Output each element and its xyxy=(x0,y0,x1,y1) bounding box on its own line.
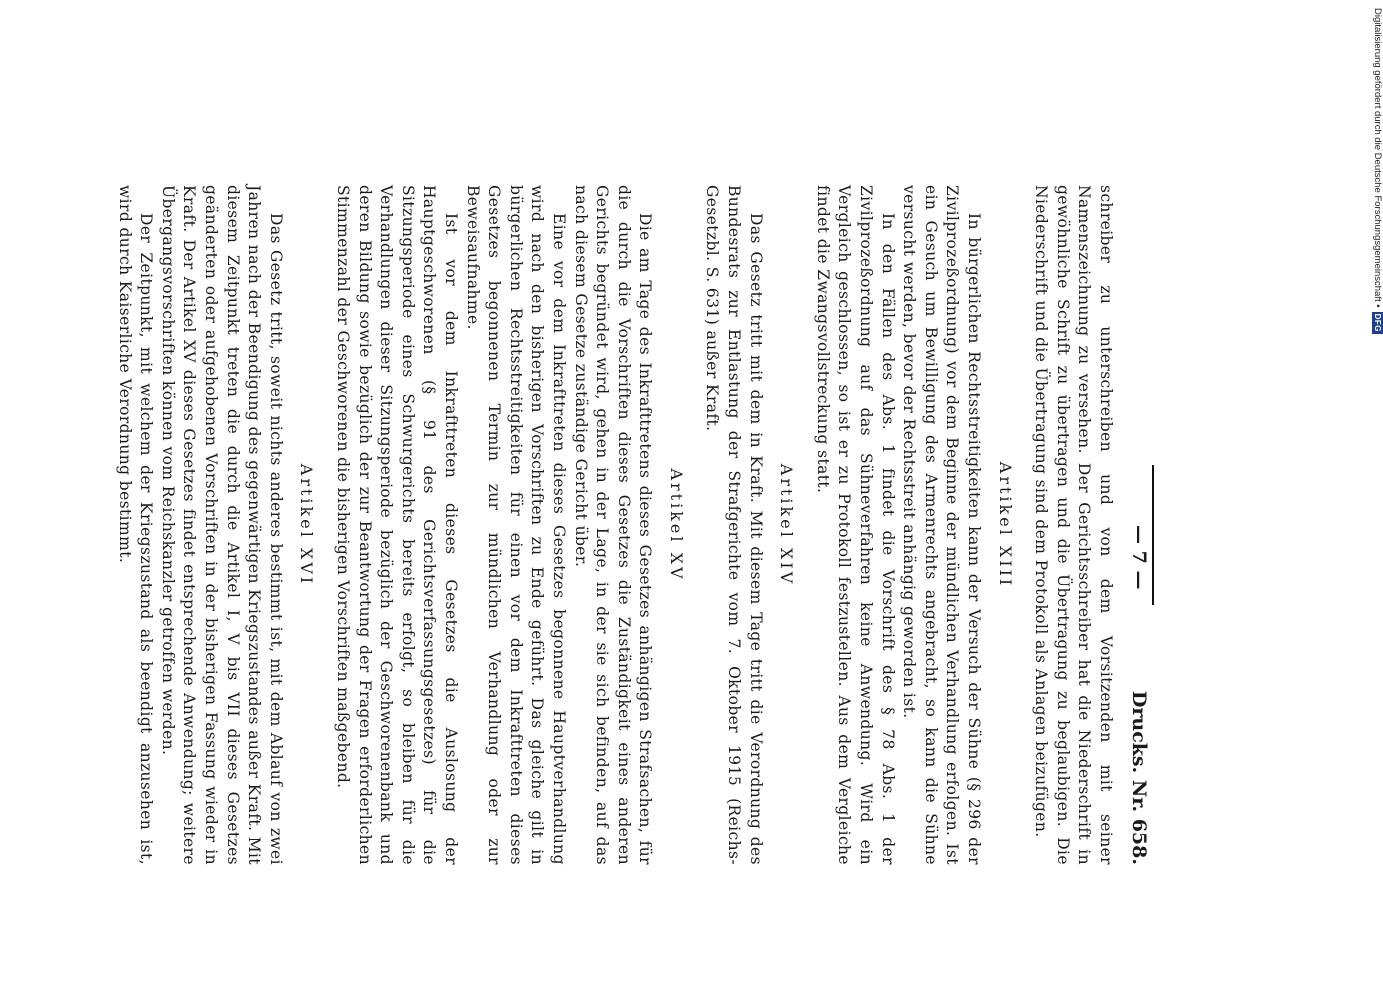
page-number: — 7 — xyxy=(1128,525,1150,590)
article-15-heading: Artikel XV xyxy=(666,468,686,582)
funding-note: Digitalisierung gefördert durch die Deutsche Forschungsgemeinschaft • xyxy=(1372,8,1383,308)
document-reference: Drucks. Nr. 658. xyxy=(1128,690,1150,865)
article-14-heading: Artikel XIV xyxy=(777,463,797,587)
article-16-paragraph-1: Das Gesetz tritt, soweit nichts anderes bestimmt ist, mit dem Ablauf von zwei Jahren nach der Beendigung des gegenwärtigen Kriegszustandes außer Kraft. Mit diesem Zeitpunkt treten die durch die Artikel I, V bis VII dieses Gesetzes geänderten oder aufgehobenen Vorschriften in der bisherigen Fassung wieder in Kraft. Der Artikel XV dieses Gesetzes findet entsprechende Anwendung; weitere Übergangsvorschriften können vom Reichskanzler getroffen werden. xyxy=(158,185,285,865)
page-header xyxy=(1116,185,1150,865)
funding-sidenote-text-wrapper xyxy=(1372,8,1383,393)
article-13-heading: Artikel XIII xyxy=(995,461,1015,589)
article-15-paragraph-2: Eine vor dem Inkrafttreten dieses Gesetzes begonnene Hauptverhandlung wird nach den bisherigen Vorschriften zu Ende geführt. Das gleiche gilt in bürgerlichen Rechtsstreitigkeiten für einen vor dem Inkrafttreten dieses Gesetzes begonnenen Termin zur mündlichen Verhandlung oder zur Beweisaufnahme. xyxy=(463,185,568,865)
paragraph-intro: schreiber zu unterschreiben und von dem Vorsitzenden mit seiner Namenszeichnung zu versehen. Der Gerichtsschreiber hat die Niederschrift in gewöhnliche Schrift zu übertragen und die Übertragung zu beglaubigen. Die Niederschrift und die Übertragung sind dem Protokoll als Anlagen beizufügen. xyxy=(1032,185,1115,865)
article-15-paragraph-1: Die am Tage des Inkrafttretens dieses Gesetzes anhängigen Strafsachen, für die durch die Vorschriften dieses Gesetzes die Zuständigkeit eines anderen Gerichts begründet wird, gehen in der Lage, in der sie sich befinden, auf das nach diesem Gesetze zuständige Gericht über. xyxy=(571,185,655,865)
article-16-paragraph-2: Der Zeitpunkt, mit welchem der Kriegszustand als beendigt anzusehen ist, wird durch Kaiserliche Verordnung bestimmt. xyxy=(115,185,156,865)
dfg-logo-icon: DFG xyxy=(1373,313,1382,332)
article-14-paragraph-1: Das Gesetz tritt mit dem in Kraft. Mit diesem Tage tritt die Verordnung des Bundesrats zur Entlastung der Strafgerichte vom 7. Oktober 1915 (Reichs-Gesetzbl. S. 631) außer Kraft. xyxy=(703,185,765,865)
article-16-heading: Artikel XVI xyxy=(297,463,317,587)
section-divider-rule xyxy=(1152,465,1154,605)
article-13-paragraph-2: In den Fällen des Abs. 1 findet die Vorschrift des § 78 Abs. 1 der Zivilprozeßordnung auf das Sühneverfahren keine Anwendung. Wird ein Vergleich geschlossen, so ist er zu Protokoll festzustellen. Aus dem Vergleiche findet die Zwangsvollstreckung statt. xyxy=(813,185,897,865)
article-13-paragraph-1: In bürgerlichen Rechtsstreitigkeiten kann der Versuch der Sühne (§ 296 der Zivilprozeßordnung) vor dem Beginne der mündlichen Verhandlung erfolgen. Ist ein Gesuch um Bewilligung des Armenrechts angebracht, so kann die Sühne versucht werden, bevor der Rechtsstreit anhängig geworden ist. xyxy=(900,185,984,865)
document-body xyxy=(113,185,1116,865)
rotated-page xyxy=(113,185,1150,865)
article-15-paragraph-3: Ist vor dem Inkrafttreten dieses Gesetzes die Auslosung der Hauptgeschworenen (§ 91 des Gerichtsverfassungsgesetzes) für die Sitzungsperiode eines Schwurgerichts bereits erfolgt, so bleiben für die Verhandlungen dieser Sitzungsperiode bezüglich der Geschworenenbank und deren Bildung sowie bezüglich der zur Beantwortung der Fragen erforderlichen Stimmenzahl der Geschworenen die bisherigen Vorschriften maßgebend. xyxy=(334,185,460,865)
funding-sidenote xyxy=(1367,8,1383,393)
